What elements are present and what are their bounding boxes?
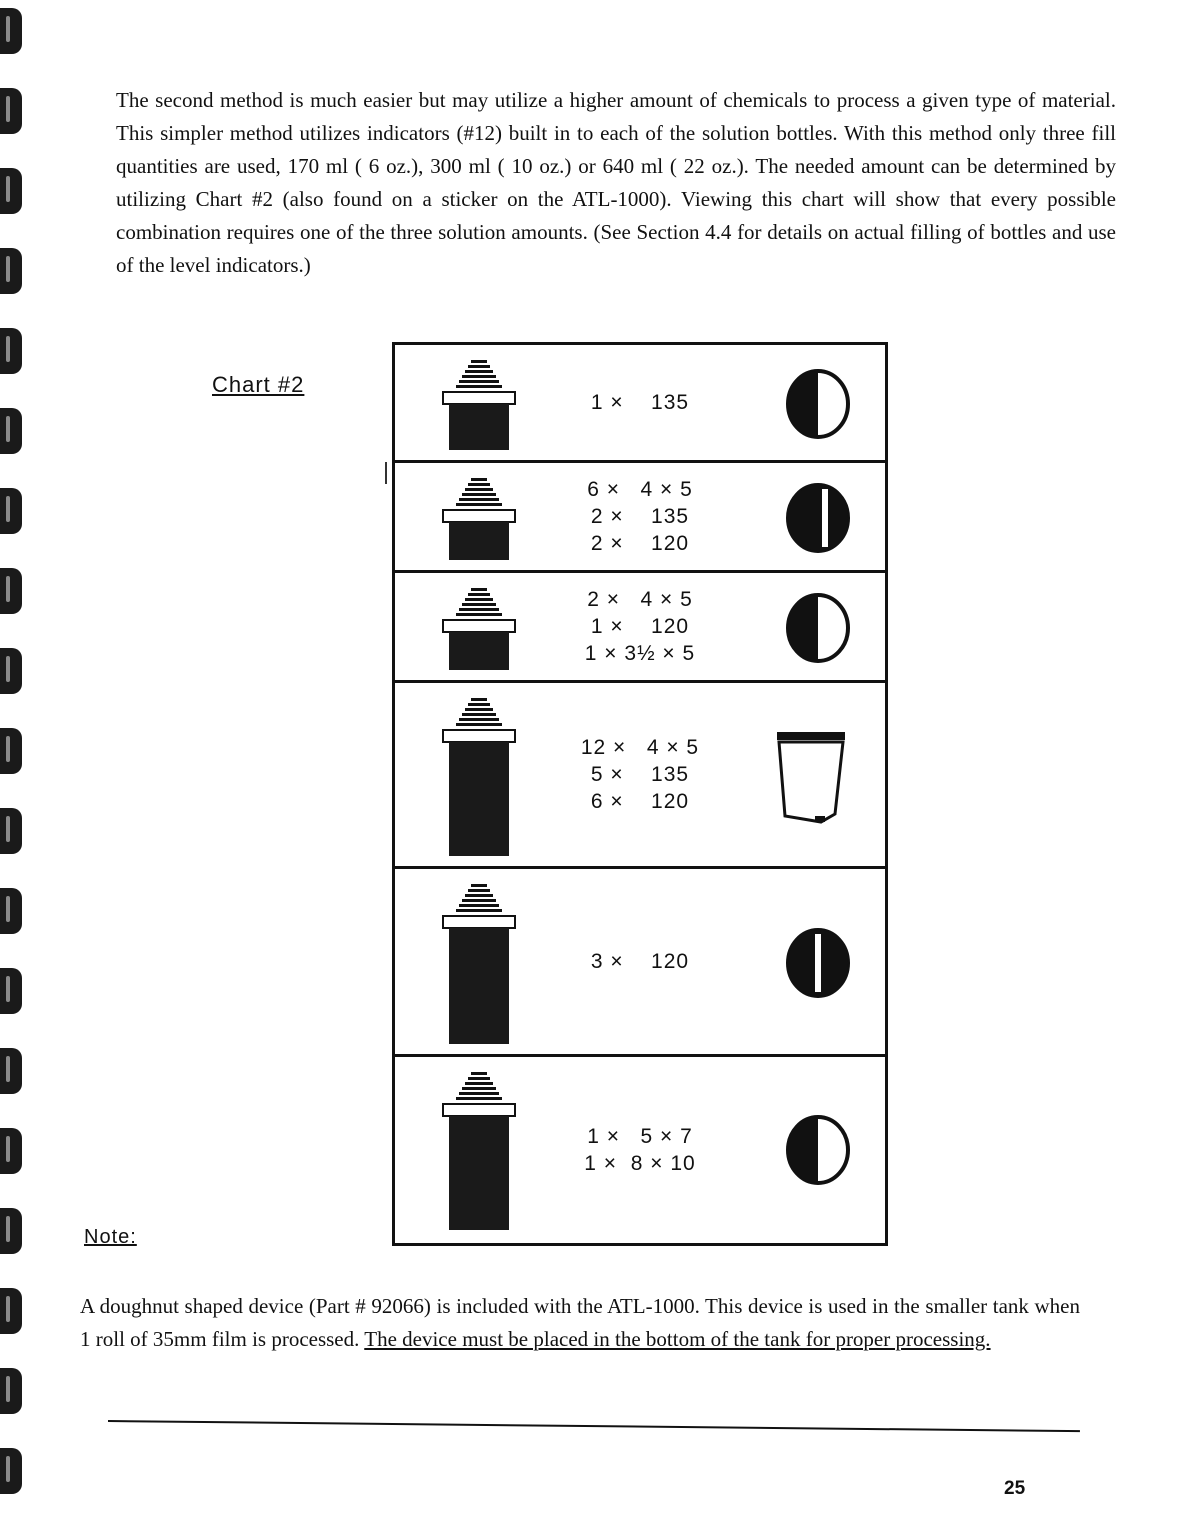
note-text (80, 1290, 1080, 1356)
film-quantity-line: 1 × 8 × 10 (584, 1152, 696, 1175)
binding-ring (0, 8, 22, 54)
binding-ring (0, 728, 22, 774)
chart-row (395, 573, 885, 683)
binding-ring (0, 88, 22, 134)
film-quantity-line: 3 × 120 (590, 950, 690, 973)
chart-row (395, 345, 885, 463)
mostly-filled-circle-icon (785, 483, 851, 558)
binding-ring (0, 168, 22, 214)
binding-ring (0, 1128, 22, 1174)
binding-ring (0, 328, 22, 374)
binding-ring (0, 968, 22, 1014)
chart-row (395, 869, 885, 1057)
film-quantity-line: 1 × 5 × 7 (587, 1125, 693, 1148)
binding-ring (0, 248, 22, 294)
spiral-binding (0, 0, 34, 1539)
film-quantity-line: 1 × 120 (590, 615, 690, 638)
binding-ring (0, 808, 22, 854)
film-quantity-line: 6 × 4 × 5 (587, 478, 693, 501)
full-circle-slit-icon (785, 928, 851, 1003)
footer-rule (108, 1420, 1080, 1432)
binding-ring (0, 408, 22, 454)
binding-ring (0, 1368, 22, 1414)
chart-label: Chart #2 (212, 372, 305, 397)
binding-ring (0, 1448, 22, 1494)
chart-row (395, 1057, 885, 1243)
film-quantity-line: 1 × 3½ × 5 (584, 642, 696, 665)
binding-ring (0, 568, 22, 614)
binding-ring (0, 1288, 22, 1334)
binding-ring (0, 1048, 22, 1094)
tank-icon (771, 726, 851, 831)
film-quantity-line: 6 × 120 (590, 790, 690, 813)
binding-ring (0, 1208, 22, 1254)
note-text-underlined: The device must be placed in the bottom of the tank for proper processing. (364, 1327, 991, 1351)
chart-row (395, 463, 885, 573)
page-number: 25 (1004, 1478, 1026, 1499)
binding-ring (0, 888, 22, 934)
binding-ring (0, 648, 22, 694)
film-quantity-line: 5 × 135 (590, 763, 690, 786)
film-quantity-line: 2 × 4 × 5 (587, 588, 693, 611)
film-quantity-line: 12 × 4 × 5 (580, 736, 700, 759)
film-quantity-line: 2 × 120 (590, 532, 690, 555)
note-text-plain: A doughnut shaped device (Part # 92066) is included with the ATL-1000. This device is used in the smaller tank when 1 roll of 35mm film is processed. (80, 1294, 1080, 1351)
chart-row (395, 683, 885, 869)
half-filled-circle-icon (785, 593, 851, 668)
half-filled-circle-icon (785, 369, 851, 444)
film-quantity-line: 2 × 135 (590, 505, 690, 528)
half-filled-circle-icon (785, 1115, 851, 1190)
fill-chart (392, 342, 888, 1246)
note-label: Note: (84, 1226, 137, 1248)
intro-paragraph: The second method is much easier but may utilize a higher amount of chemicals to process a given type of material. This simpler method utilizes indicators (#12) built in to each of the solution bottles. With this method only three fill quantities are used, 170 ml ( 6 oz.), 300 ml ( 10 oz.) or 640 ml ( 22 oz.). The needed amount can be determined by utilizing Chart #2 (also found on a sticker on the ATL-1000). Viewing this chart will show that every possible combination requires one of the three solution amounts. (See Section 4.4 for details on actual filling of bottles and use of the level indicators.) (116, 88, 1116, 277)
film-quantity-line: 1 × 135 (590, 391, 690, 414)
stray-mark (385, 462, 387, 484)
binding-ring (0, 488, 22, 534)
